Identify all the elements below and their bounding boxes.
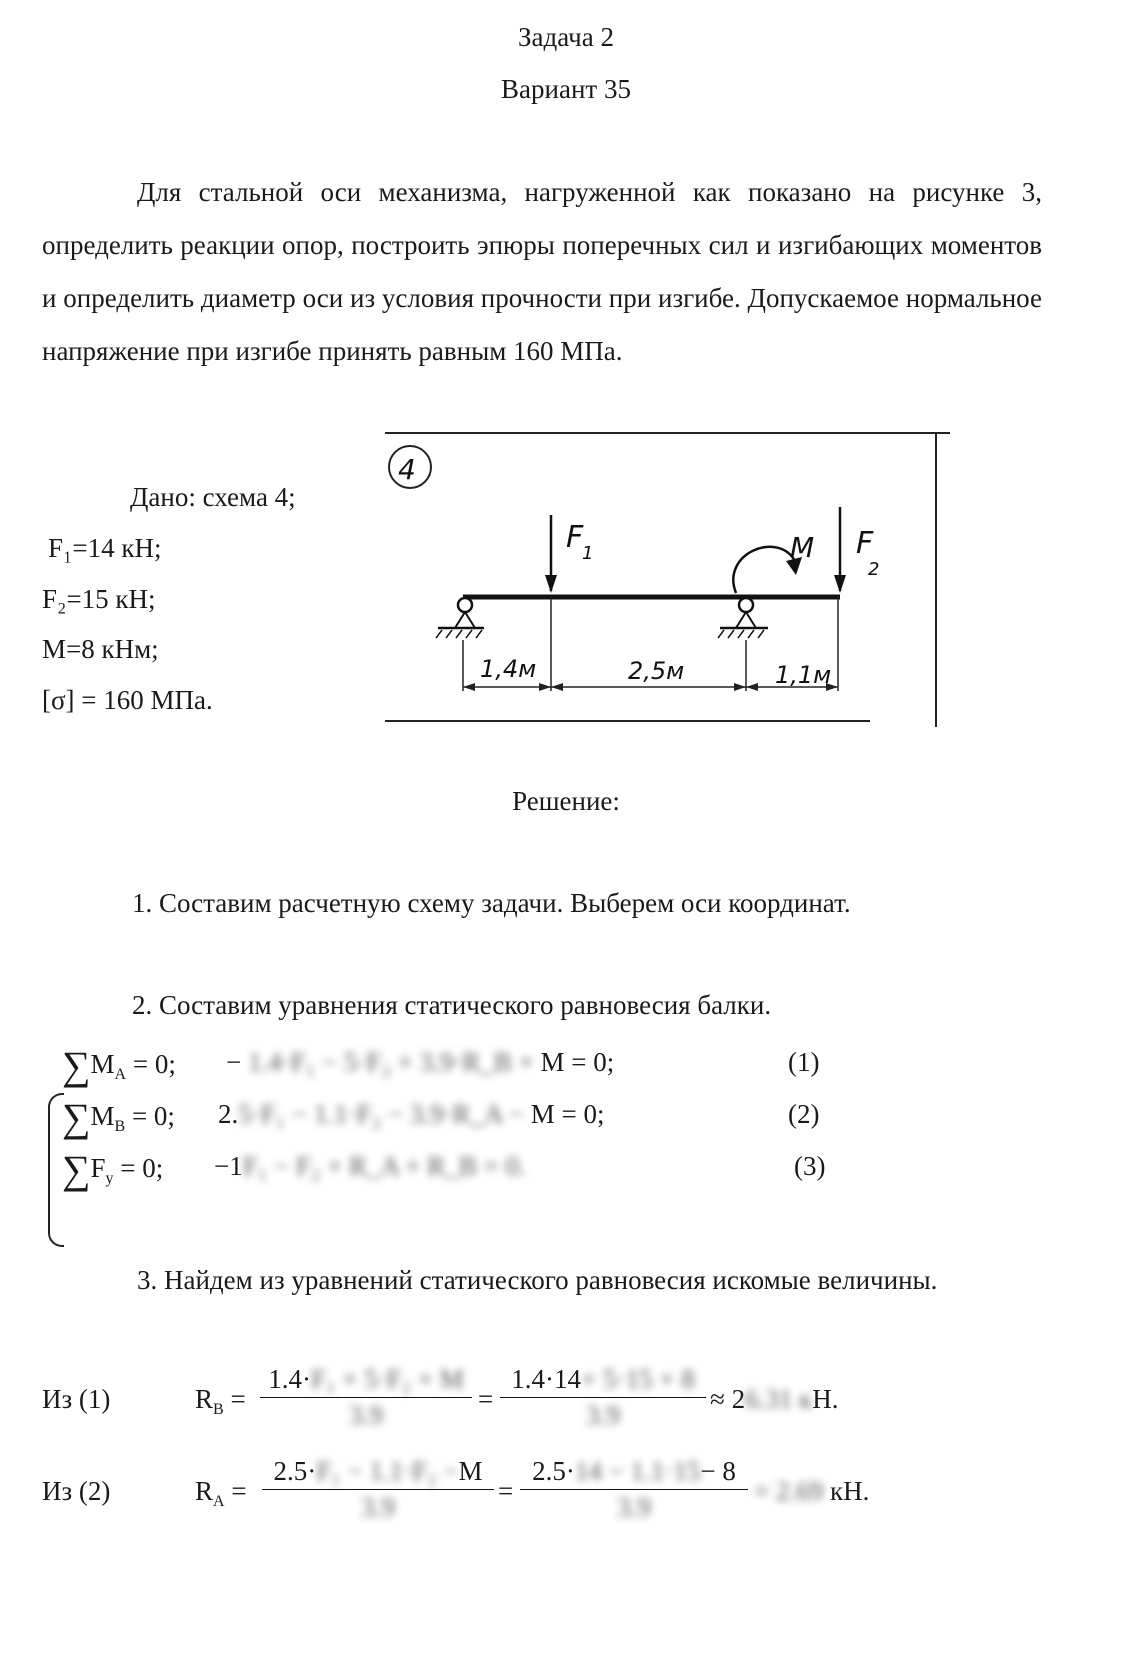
given-title: Дано: схема 4; (130, 482, 296, 512)
eq1-sub: A (114, 1066, 127, 1083)
rb-approx-blurred: 6.31 к (745, 1384, 813, 1414)
sum-symbol: ∑ (62, 1043, 91, 1088)
problem-text (42, 166, 1042, 378)
ra-sub: A (213, 1493, 225, 1510)
sum-symbol: ∑ (62, 1095, 91, 1140)
solution-title: Решение: (512, 786, 620, 816)
equation-3-body (214, 1151, 526, 1182)
eq2-sub: B (114, 1118, 126, 1135)
eq2-lhs: M (90, 1101, 115, 1131)
given-f1: F₁=14 кН; (48, 533, 162, 563)
problem-text-content: Для стальной оси механизма, нагруженной как показано на рисунке 3, определить реакции опор, построить эпюры поперечных сил и изгибающих моментов и определить диаметр оси из условия прочности при изгибе. Допускаемое нормальное напряжение при изгибе принять равным 160 МПа. (42, 177, 1042, 366)
ra-num2-visible: 2.5· (532, 1456, 575, 1486)
support-a (436, 598, 484, 638)
ra-unit: кН. (829, 1476, 870, 1506)
equation-2 (62, 1094, 175, 1141)
ra-fraction-2 (520, 1456, 748, 1523)
given-f2: F₂=15 кН; (42, 584, 156, 614)
ra-fraction-2-numerator (520, 1456, 748, 1490)
dimension-1: 1,4м (480, 655, 537, 683)
force-f2-arrow (834, 507, 846, 593)
ra-fraction-1-numerator (262, 1456, 494, 1490)
rb-fraction-1 (260, 1364, 472, 1431)
eq3-rest: = 0; (113, 1153, 164, 1183)
eq2-blurred: 5·F₁ − 1.1·F₂ − 3.9·R_A − (238, 1099, 525, 1129)
equation-3 (62, 1146, 163, 1193)
eq3-sub: y (105, 1170, 114, 1187)
eq1-rest: = 0; (126, 1049, 176, 1079)
ra-result (754, 1476, 869, 1507)
rb-variable: $R_B$ = (195, 1384, 246, 1418)
ra-num2-blurred: 14 − 1.1·15 (574, 1456, 701, 1486)
rb-fraction-1-numerator (260, 1364, 472, 1398)
rb-num2-visible: 1.4·14 (511, 1364, 582, 1394)
eq2-tail: M = 0; (530, 1099, 605, 1129)
rb-fraction-2-denominator: 3.9 (586, 1400, 620, 1430)
ra-var: R (195, 1476, 214, 1506)
eq2-rest: = 0; (125, 1101, 175, 1131)
rb-result (710, 1384, 838, 1415)
step-1: 1. Составим расчетную схему задачи. Выберем оси координат. (132, 888, 851, 918)
eq3-blurred: F₁ − F₂ + R_A + R_B = 0. (242, 1151, 526, 1181)
ra-num1-tail: M (458, 1456, 483, 1486)
eq3-visible: −1 (214, 1151, 243, 1181)
ra-approx-blurred: = 2.69 (754, 1476, 824, 1506)
rb-fraction-2-numerator (500, 1364, 706, 1398)
step-3-content: 3. Найдем из уравнений статического равновесия искомые величины. (137, 1265, 938, 1295)
rb-num1-visible: 1.4· (268, 1364, 311, 1394)
rb-sub: B (213, 1401, 224, 1418)
force-f1-label: F (566, 520, 584, 555)
equation-3-number: (3) (794, 1151, 826, 1181)
ra-variable: $R_A$ = (195, 1476, 247, 1510)
step-2: 2. Составим уравнения статического равновесия балки. (132, 990, 772, 1020)
ra-num2-tail: − 8 (700, 1456, 736, 1486)
variant-title: Вариант 35 (501, 74, 631, 104)
rb-var: R (195, 1384, 214, 1414)
rb-fraction-1-denominator: 3.9 (349, 1400, 383, 1430)
beam-diagram (380, 425, 960, 735)
ra-equals: = (498, 1476, 514, 1506)
equation-1-number: (1) (788, 1047, 820, 1077)
eq2-visible: 2. (218, 1099, 239, 1129)
equation-2-body (218, 1099, 605, 1130)
equation-1 (62, 1042, 176, 1089)
rb-approx: ≈ 2 (710, 1384, 746, 1414)
dimension-3: 1,1м (775, 661, 832, 689)
force-f1-arrow (545, 515, 557, 593)
eq1-blurred: 1.4·F₁ − 5·F₂ + 3.9·R_B + (247, 1047, 534, 1077)
force-f2-index: 2 (868, 559, 880, 580)
task-title: Задача 2 (518, 22, 614, 52)
eq3-lhs: F (90, 1153, 106, 1183)
eq1-lhs: M (90, 1049, 115, 1079)
ra-fraction-1 (262, 1456, 494, 1523)
equation-1-body (226, 1047, 614, 1078)
ra-fraction-1-denominator: 3.9 (361, 1492, 395, 1522)
ra-num1-visible: 2.5· (273, 1456, 317, 1486)
dimension-2: 2,5м (628, 657, 685, 685)
equation-2-number: (2) (788, 1099, 820, 1129)
rb-num2-blurred: + 5·15 + 8 (581, 1364, 695, 1394)
step-3 (42, 1254, 1042, 1307)
given-m: M=8 кНм; (42, 634, 159, 664)
ra-source: Из (2) (42, 1476, 111, 1506)
sum-symbol: ∑ (62, 1147, 91, 1192)
rb-equals: = (478, 1384, 494, 1414)
rb-num1-blurred: F₁ + 5·F₂ + M (310, 1364, 464, 1394)
eq1-visible: − (226, 1047, 242, 1077)
force-f2-label: F (856, 526, 874, 561)
rb-source: Из (1) (42, 1384, 111, 1414)
force-f1-index: 1 (582, 543, 594, 564)
scheme-number: 4 (398, 453, 416, 486)
ra-fraction-2-denominator: 3.9 (617, 1492, 651, 1522)
support-b (718, 598, 768, 638)
rb-fraction-2 (500, 1364, 706, 1431)
given-sigma: [σ] = 160 МПа. (42, 685, 213, 715)
moment-label: M (790, 531, 815, 564)
rb-unit: Н. (812, 1384, 839, 1414)
eq1-tail: M = 0; (540, 1047, 615, 1077)
ra-num1-blurred: F₁ − 1.1·F₂ − (316, 1456, 459, 1486)
